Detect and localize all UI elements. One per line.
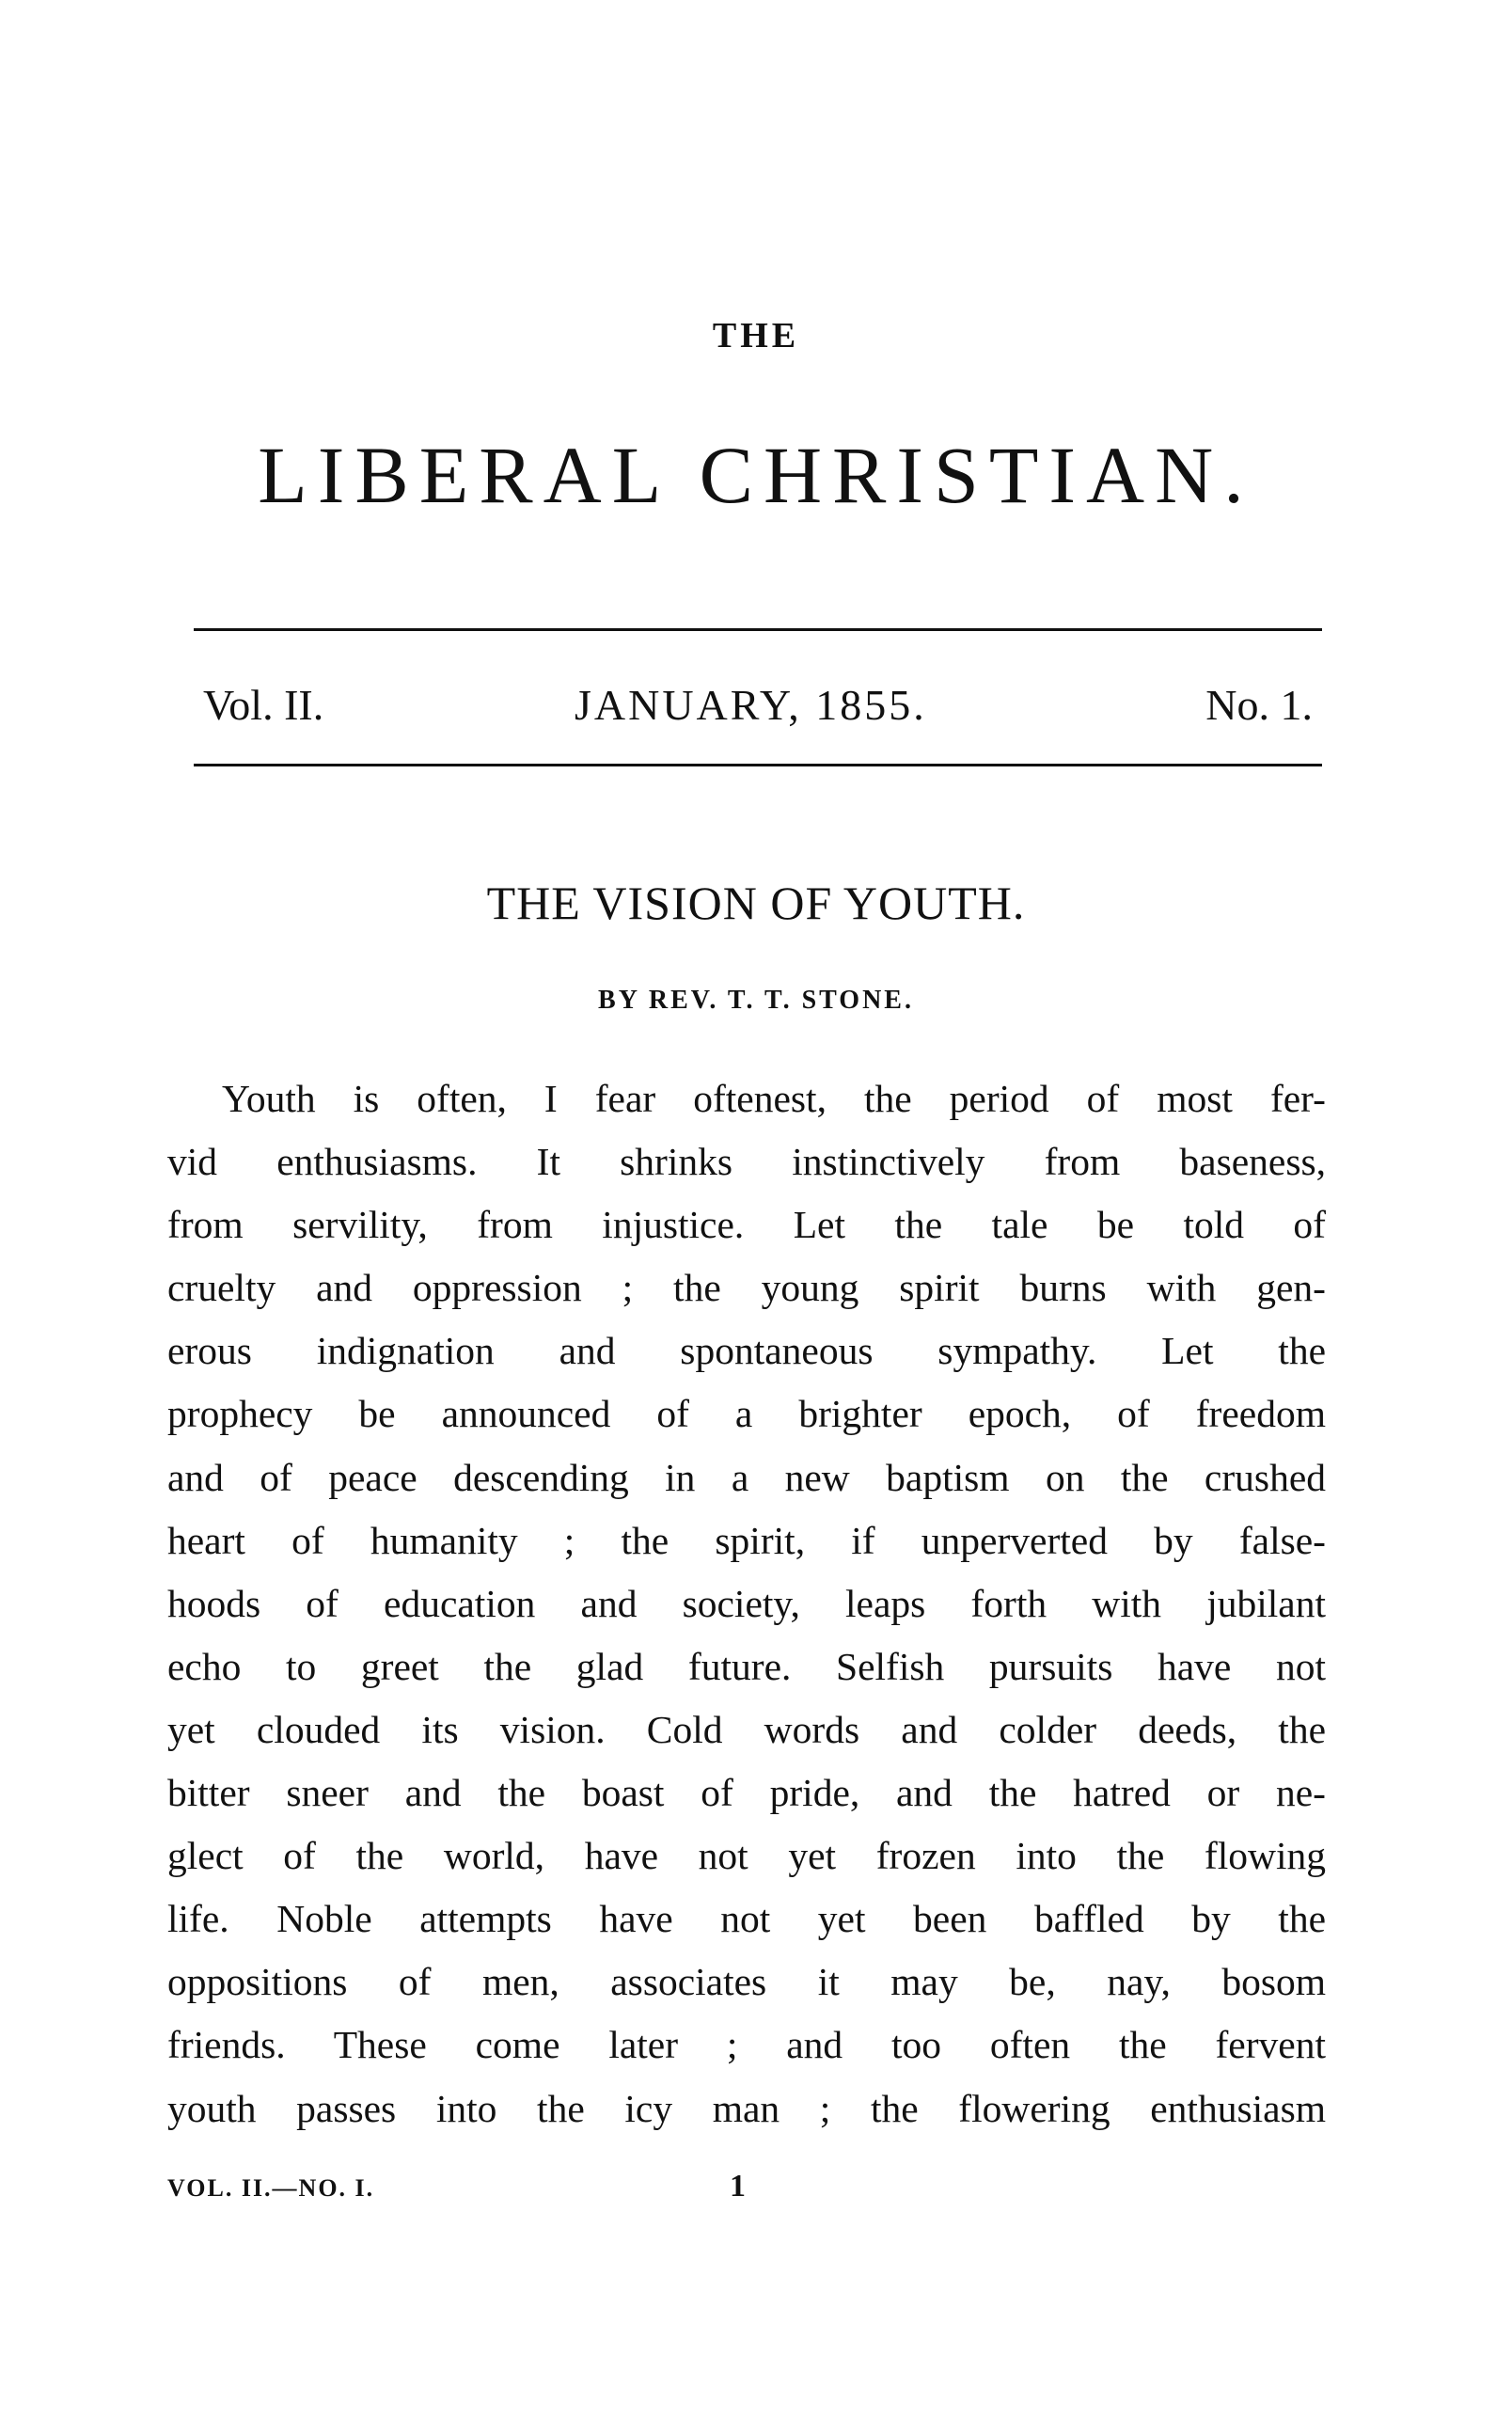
periodical-title: LIBERAL CHRISTIAN.: [258, 430, 1254, 520]
body-line: glect of the world, have not yet frozen into the flowing: [167, 1834, 1326, 1878]
body-line: hoods of education and society, leaps forth with jubilant: [167, 1581, 1326, 1625]
page-number: 1: [730, 2169, 748, 2204]
body-line: oppositions of men, associates it may be, nay, bosom: [167, 1960, 1326, 2004]
body-line: Youth is often, I fear oftenest, the period of most fer-: [222, 1077, 1326, 1120]
top-rule: [194, 628, 1322, 631]
body-line: and of peace descending in a new baptism on the crushed: [167, 1455, 1326, 1499]
volume-label: Vol. II.: [203, 681, 324, 729]
article-title: THE VISION OF YOUTH.: [486, 877, 1026, 929]
body-line: prophecy be announced of a brighter epoch, of freedom: [167, 1392, 1326, 1436]
signature-mark: VOL. II.—NO. I.: [167, 2174, 375, 2202]
body-line: bitter sneer and the boast of pride, and the hatred or ne-: [167, 1771, 1326, 1815]
body-line: erous indignation and spontaneous sympathy. Let the: [167, 1329, 1326, 1373]
body-line: yet clouded its vision. Cold words and colder deeds, the: [167, 1707, 1326, 1751]
issue-date: JANUARY, 1855.: [575, 681, 927, 729]
article-body: [167, 1067, 1326, 2141]
body-line: heart of humanity ; the spirit, if unperverted by false-: [167, 1518, 1326, 1562]
article-byline: BY REV. T. T. STONE.: [598, 986, 914, 1015]
body-line: cruelty and oppression ; the young spirit burns with gen-: [167, 1266, 1326, 1310]
issue-number: No. 1.: [1205, 681, 1313, 729]
page-footer: [167, 2169, 1326, 2212]
bottom-rule: [194, 764, 1322, 766]
body-line: life. Noble attempts have not yet been baffled by the: [167, 1897, 1326, 1941]
body-line: vid enthusiasms. It shrinks instinctively from baseness,: [167, 1140, 1326, 1184]
body-line: friends. These come later ; and too often the fervent: [167, 2023, 1326, 2067]
issue-line: [194, 677, 1322, 734]
body-line: echo to greet the glad future. Selfish pursuits have not: [167, 1644, 1326, 1688]
body-line: from servility, from injustice. Let the tale be told of: [167, 1203, 1326, 1247]
masthead-article: THE: [712, 316, 800, 355]
body-line: youth passes into the icy man ; the flowering enthusiasm: [167, 2086, 1326, 2130]
